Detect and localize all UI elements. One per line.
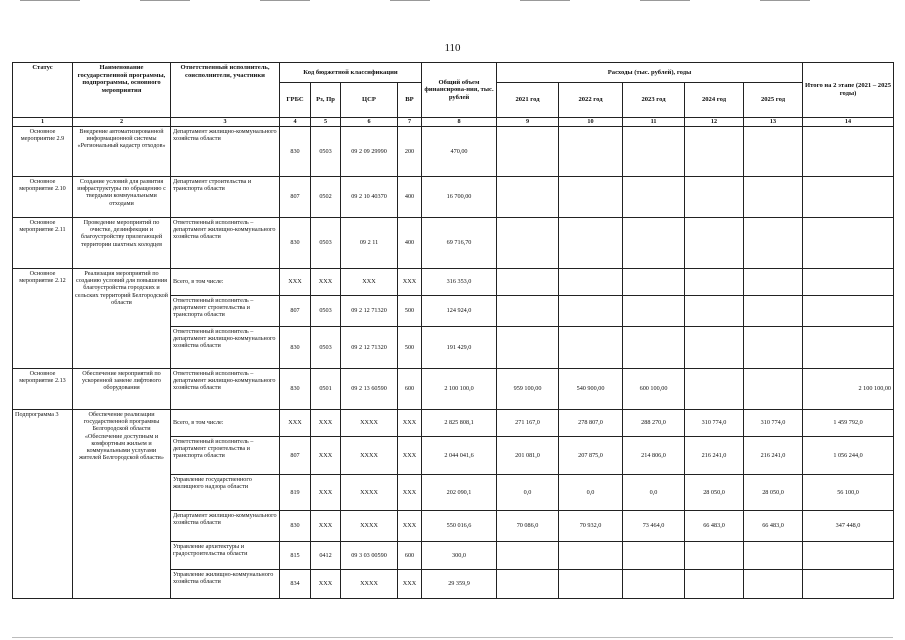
row-total: 69 716,70 <box>422 218 497 269</box>
header-expenses: Расходы (тыс. рублей), годы <box>497 63 803 83</box>
row-rzpr: 0501 <box>311 369 341 410</box>
row-total: 202 090,1 <box>422 475 497 511</box>
row-grbs: 815 <box>280 542 311 570</box>
row-2021: 959 100,00 <box>497 369 559 410</box>
row-2025: 216 241,0 <box>744 437 803 475</box>
column-number: 7 <box>398 118 422 127</box>
row-csr: 09 3 03 00590 <box>341 542 398 570</box>
header-csr: ЦСР <box>341 83 398 118</box>
row-2022: 0,0 <box>559 475 623 511</box>
row-executor: Ответственный исполнитель – департамент строительства и транспорта области <box>171 296 280 327</box>
row-2024 <box>685 570 744 599</box>
row-vr: ХХХ <box>398 410 422 437</box>
row-2024: 216 241,0 <box>685 437 744 475</box>
row-2024 <box>685 269 744 296</box>
row-2022: 278 807,0 <box>559 410 623 437</box>
row-executor: Департамент жилищно-коммунального хозяйства области <box>171 127 280 177</box>
table-row-2-10 <box>13 177 894 218</box>
row-rzpr: ХХХ <box>311 511 341 542</box>
row-grbs: ХХХ <box>280 410 311 437</box>
row-executor: Всего, в том числе: <box>171 410 280 437</box>
row-vr: 500 <box>398 296 422 327</box>
column-number: 14 <box>803 118 894 127</box>
row-status: Основное мероприятие 2.9 <box>13 127 73 177</box>
column-number: 4 <box>280 118 311 127</box>
row-total: 16 700,00 <box>422 177 497 218</box>
row-2021 <box>497 218 559 269</box>
row-grbs: 807 <box>280 296 311 327</box>
row-vr: 400 <box>398 177 422 218</box>
row-2025 <box>744 369 803 410</box>
row-2024 <box>685 177 744 218</box>
row-executor: Департамент жилищно-коммунального хозяйства области <box>171 511 280 542</box>
row-2022 <box>559 127 623 177</box>
header-itogo: Итого на 2 этапе (2021 – 2025 годы) <box>803 63 894 118</box>
row-vr: 400 <box>398 218 422 269</box>
row-2023 <box>623 327 685 369</box>
row-2021: 0,0 <box>497 475 559 511</box>
header-executor: Ответственный исполнитель, соисполнители, участники <box>171 63 280 118</box>
row-executor: Ответственный исполнитель – департамент жилищно-коммунального хозяйства области <box>171 327 280 369</box>
column-number: 5 <box>311 118 341 127</box>
row-2022: 70 932,0 <box>559 511 623 542</box>
row-2024 <box>685 127 744 177</box>
header-2024: 2024 год <box>685 83 744 118</box>
row-executor: Ответственный исполнитель – департамент жилищно-коммунального хозяйства области <box>171 218 280 269</box>
row-vr: 600 <box>398 369 422 410</box>
row-total: 550 016,6 <box>422 511 497 542</box>
row-2021 <box>497 542 559 570</box>
row-2021 <box>497 269 559 296</box>
column-number: 8 <box>422 118 497 127</box>
header-grbs: ГРБС <box>280 83 311 118</box>
column-number: 2 <box>73 118 171 127</box>
row-total: 470,00 <box>422 127 497 177</box>
column-number: 11 <box>623 118 685 127</box>
header-2023: 2023 год <box>623 83 685 118</box>
column-numbers-row <box>13 118 894 127</box>
row-2024 <box>685 369 744 410</box>
row-rzpr: ХХХ <box>311 437 341 475</box>
row-name: Обеспечение мероприятий по ускоренной замене лифтового оборудования <box>73 369 171 410</box>
row-csr: ХХХХ <box>341 511 398 542</box>
row-2021: 271 167,0 <box>497 410 559 437</box>
row-2024: 28 050,0 <box>685 475 744 511</box>
row-vr: 500 <box>398 327 422 369</box>
row-2023 <box>623 269 685 296</box>
row-csr: ХХХХ <box>341 570 398 599</box>
table-row-p3-total <box>13 410 894 437</box>
row-rzpr: 0412 <box>311 542 341 570</box>
row-2022 <box>559 218 623 269</box>
column-number: 3 <box>171 118 280 127</box>
row-grbs: ХХХ <box>280 269 311 296</box>
row-2021: 201 081,0 <box>497 437 559 475</box>
row-2023: 600 100,00 <box>623 369 685 410</box>
column-number: 9 <box>497 118 559 127</box>
row-2025 <box>744 269 803 296</box>
column-number: 10 <box>559 118 623 127</box>
column-number: 13 <box>744 118 803 127</box>
row-2024 <box>685 327 744 369</box>
row-total: 124 924,0 <box>422 296 497 327</box>
row-2025 <box>744 177 803 218</box>
row-executor: Ответственный исполнитель – департамент жилищно-коммунального хозяйства области <box>171 369 280 410</box>
row-csr: ХХХХ <box>341 410 398 437</box>
row-grbs: 819 <box>280 475 311 511</box>
column-number: 1 <box>13 118 73 127</box>
row-csr: 09 2 11 <box>341 218 398 269</box>
row-executor: Управление государственного жилищного надзора области <box>171 475 280 511</box>
header-name: Наименование государственной программы, подпрограммы, основного мероприятия <box>73 63 171 118</box>
table-row-2-9 <box>13 127 894 177</box>
row-vr: ХХХ <box>398 437 422 475</box>
row-rzpr: 0503 <box>311 127 341 177</box>
row-csr: 09 2 10 40370 <box>341 177 398 218</box>
row-2021 <box>497 177 559 218</box>
row-vr: ХХХ <box>398 269 422 296</box>
row-itogo <box>803 177 894 218</box>
header-total-volume: Общий объем финансирова-ния, тыс. рублей <box>422 63 497 118</box>
row-2025 <box>744 218 803 269</box>
scan-bottom-edge <box>12 637 893 638</box>
row-total: 2 100 100,0 <box>422 369 497 410</box>
header-vr: ВР <box>398 83 422 118</box>
row-2023 <box>623 177 685 218</box>
table-row-2-12-total <box>13 269 894 296</box>
row-2024: 66 483,0 <box>685 511 744 542</box>
row-grbs: 830 <box>280 218 311 269</box>
row-2023 <box>623 296 685 327</box>
row-name: Проведение мероприятий по очистке, дезинфекции и благоустройству прилегающей территории шахтных колодцев <box>73 218 171 269</box>
row-vr: ХХХ <box>398 511 422 542</box>
row-2021 <box>497 570 559 599</box>
header-2021: 2021 год <box>497 83 559 118</box>
row-2022: 540 900,00 <box>559 369 623 410</box>
row-name: Внедрение автоматизированной информационной системы «Региональный кадастр отходов» <box>73 127 171 177</box>
row-grbs: 807 <box>280 177 311 218</box>
row-rzpr: 0503 <box>311 296 341 327</box>
row-csr: 09 2 09 29990 <box>341 127 398 177</box>
row-itogo: 1 459 792,0 <box>803 410 894 437</box>
row-2021: 70 086,0 <box>497 511 559 542</box>
row-itogo: 56 100,0 <box>803 475 894 511</box>
row-2024 <box>685 296 744 327</box>
row-total: 2 044 041,6 <box>422 437 497 475</box>
row-csr: ХХХХ <box>341 475 398 511</box>
row-executor: Управление жилищно-коммунального хозяйства области <box>171 570 280 599</box>
page-number: 110 <box>444 42 461 54</box>
row-2025 <box>744 296 803 327</box>
row-vr: 600 <box>398 542 422 570</box>
row-vr: ХХХ <box>398 570 422 599</box>
row-rzpr: ХХХ <box>311 475 341 511</box>
row-2023: 73 464,0 <box>623 511 685 542</box>
column-number: 6 <box>341 118 398 127</box>
row-itogo <box>803 570 894 599</box>
scan-top-edge <box>0 0 905 2</box>
row-2022 <box>559 542 623 570</box>
row-itogo <box>803 218 894 269</box>
row-status: Основное мероприятие 2.10 <box>13 177 73 218</box>
row-itogo <box>803 327 894 369</box>
row-executor: Управление архитектуры и градостроительства области <box>171 542 280 570</box>
row-2021 <box>497 127 559 177</box>
row-total: 29 359,9 <box>422 570 497 599</box>
row-rzpr: ХХХ <box>311 269 341 296</box>
row-total: 191 429,0 <box>422 327 497 369</box>
row-name: Создание условий для развития инфраструктуры по обращению с твердыми коммунальными отходами <box>73 177 171 218</box>
table-row-2-11 <box>13 218 894 269</box>
row-itogo <box>803 542 894 570</box>
row-2024 <box>685 218 744 269</box>
row-2022: 207 875,0 <box>559 437 623 475</box>
row-2024 <box>685 542 744 570</box>
row-2022 <box>559 269 623 296</box>
budget-table <box>12 62 894 599</box>
row-grbs: 807 <box>280 437 311 475</box>
row-name: Обеспечение реализации государственной программы Белгородской области «Обеспечение доступным и комфортным жильем и коммунальными услугами жителей Белгородской области» <box>73 410 171 599</box>
row-2022 <box>559 327 623 369</box>
row-total: 300,0 <box>422 542 497 570</box>
header-2025: 2025 год <box>744 83 803 118</box>
row-2022 <box>559 177 623 218</box>
row-rzpr: 0502 <box>311 177 341 218</box>
row-2023 <box>623 127 685 177</box>
row-itogo <box>803 296 894 327</box>
row-2025 <box>744 570 803 599</box>
row-2023 <box>623 542 685 570</box>
row-2023 <box>623 218 685 269</box>
row-executor: Всего, в том числе: <box>171 269 280 296</box>
row-csr: ХХХ <box>341 269 398 296</box>
row-itogo: 1 056 244,0 <box>803 437 894 475</box>
row-2024: 310 774,0 <box>685 410 744 437</box>
row-rzpr: ХХХ <box>311 570 341 599</box>
row-vr: 200 <box>398 127 422 177</box>
row-2023: 288 270,0 <box>623 410 685 437</box>
row-2022 <box>559 570 623 599</box>
column-number: 12 <box>685 118 744 127</box>
row-csr: 09 2 12 71320 <box>341 296 398 327</box>
row-2022 <box>559 296 623 327</box>
row-2023 <box>623 570 685 599</box>
row-status: Основное мероприятие 2.13 <box>13 369 73 410</box>
row-itogo: 2 100 100,00 <box>803 369 894 410</box>
row-2025: 66 483,0 <box>744 511 803 542</box>
row-2025 <box>744 542 803 570</box>
row-status: Подпрограмма 3 <box>13 410 73 599</box>
row-2021 <box>497 327 559 369</box>
row-total: 2 825 808,1 <box>422 410 497 437</box>
row-grbs: 834 <box>280 570 311 599</box>
header-budget-code: Код бюджетной классификации <box>280 63 422 83</box>
row-csr: 09 2 12 71320 <box>341 327 398 369</box>
row-csr: ХХХХ <box>341 437 398 475</box>
row-rzpr: 0503 <box>311 218 341 269</box>
row-2025: 310 774,0 <box>744 410 803 437</box>
row-status: Основное мероприятие 2.12 <box>13 269 73 369</box>
row-2025 <box>744 127 803 177</box>
row-itogo: 347 448,0 <box>803 511 894 542</box>
row-csr: 09 2 13 60590 <box>341 369 398 410</box>
row-rzpr: 0503 <box>311 327 341 369</box>
row-grbs: 830 <box>280 327 311 369</box>
row-status: Основное мероприятие 2.11 <box>13 218 73 269</box>
row-vr: ХХХ <box>398 475 422 511</box>
row-total: 316 353,0 <box>422 269 497 296</box>
table-row-2-13 <box>13 369 894 410</box>
row-grbs: 830 <box>280 127 311 177</box>
row-grbs: 830 <box>280 369 311 410</box>
row-executor: Ответственный исполнитель – департамент строительства и транспорта области <box>171 437 280 475</box>
row-2021 <box>497 296 559 327</box>
header-rzpr: Рз, Пр <box>311 83 341 118</box>
row-executor: Департамент строительства и транспорта области <box>171 177 280 218</box>
row-itogo <box>803 127 894 177</box>
header-status: Статус <box>13 63 73 118</box>
row-name: Реализация мероприятий по созданию условий для повышения благоустройства городских и сельских территорий Белгородской области <box>73 269 171 369</box>
row-2023: 214 806,0 <box>623 437 685 475</box>
row-rzpr: ХХХ <box>311 410 341 437</box>
row-2023: 0,0 <box>623 475 685 511</box>
header-2022: 2022 год <box>559 83 623 118</box>
row-2025: 28 050,0 <box>744 475 803 511</box>
row-2025 <box>744 327 803 369</box>
row-itogo <box>803 269 894 296</box>
row-grbs: 830 <box>280 511 311 542</box>
